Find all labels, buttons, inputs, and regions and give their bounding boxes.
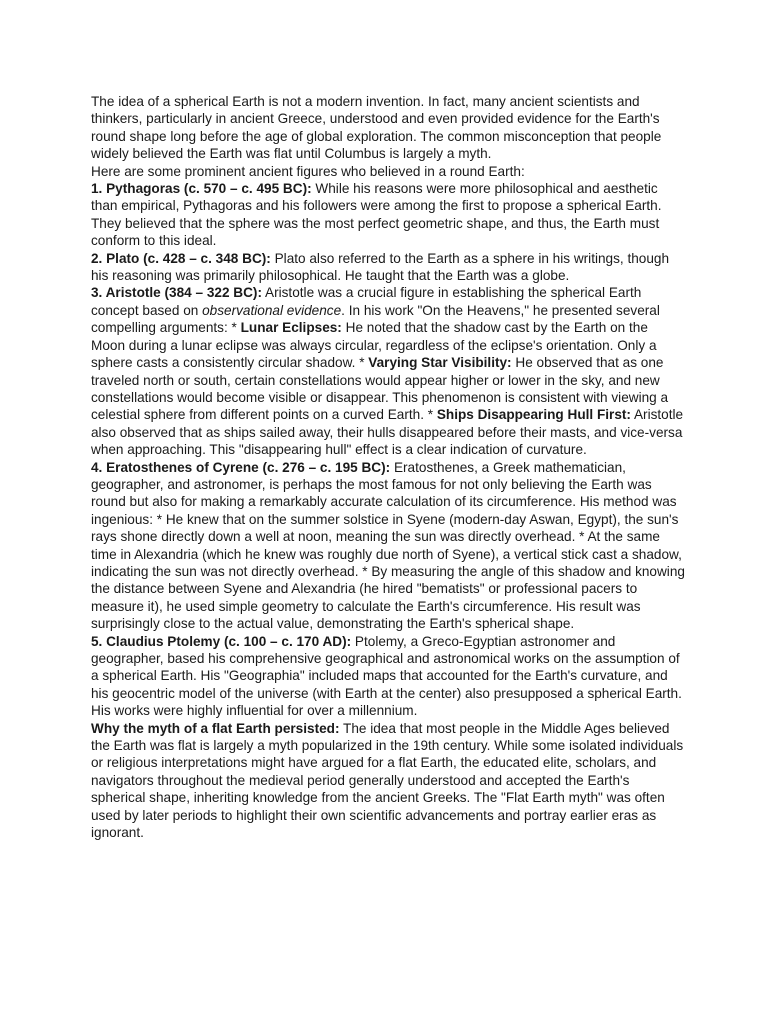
ptolemy-heading: 5. Claudius Ptolemy (c. 100 – c. 170 AD):	[91, 633, 352, 649]
flat-earth-myth-heading: Why the myth of a flat Earth persisted:	[91, 720, 340, 736]
lunar-eclipses-label: Lunar Eclipses:	[240, 320, 342, 336]
eratosthenes-text: Eratosthenes, a Greek mathematician, geographer, and astronomer, is perhaps the most famous for not only believing the Earth was round but also for making a remarkably accurate calculation of its circumference. His method was ingenious: * He knew that on the summer solstice in Syene (modern-day Aswan, Egypt), the sun's rays shone directly down a well at noon, meaning the sun was directly overhead. * At the same time in Alexandria (which he knew was roughly due north of Syene), a vertical stick cast a shadow, indicating the sun was not directly overhead. * By measuring the angle of this shadow and knowing the distance between Syene and Alexandria (he hired "bematists" or professional pacers to measure it), he used simple geometry to calculate the Earth's circumference. His result was surprisingly close to the actual value, demonstrating the Earth's spherical shape.	[91, 459, 685, 632]
ptolemy-text: Ptolemy, a Greco-Egyptian astronomer and geographer, based his comprehensive geographical and astronomical works on the assumption of a spherical Earth. His "Geographia" included maps that accounted for the Earth's curvature, and his geocentric model of the universe (with Earth at the center) also presupposed a spherical Earth. His works were highly influential for over a millennium.	[91, 633, 682, 719]
lead-in-paragraph: Here are some prominent ancient figures who believed in a round Earth:	[91, 163, 525, 179]
aristotle-text-1: Aristotle was a crucial figure in establishing the spherical Earth concept based on	[91, 285, 642, 318]
flat-earth-myth-paragraph	[91, 720, 685, 842]
plato-paragraph	[91, 250, 685, 285]
pythagoras-text: While his reasons were more philosophical and aesthetic than empirical, Pythagoras and his followers were among the first to propose a spherical Earth. They believed that the sphere was the most perfect geometric shape, and thus, the Earth must conform to this ideal.	[91, 181, 662, 249]
star-visibility-label: Varying Star Visibility:	[368, 355, 512, 371]
aristotle-paragraph	[91, 284, 685, 458]
intro-paragraph: The idea of a spherical Earth is not a modern invention. In fact, many ancient scientists and thinkers, particularly in ancient Greece, understood and even provided evidence for the Earth's round shape long before the age of global exploration. The common misconception that people widely believed the Earth was flat until Columbus is largely a myth.	[91, 94, 662, 162]
ptolemy-paragraph	[91, 633, 685, 720]
pythagoras-heading: 1. Pythagoras (c. 570 – c. 495 BC):	[91, 181, 312, 197]
plato-heading: 2. Plato (c. 428 – c. 348 BC):	[91, 250, 271, 266]
eratosthenes-heading: 4. Eratosthenes of Cyrene (c. 276 – c. 195 BC):	[91, 459, 391, 475]
aristotle-emphasis: observational evidence	[202, 302, 342, 318]
flat-earth-myth-text: The idea that most people in the Middle Ages believed the Earth was flat is largely a myth popularized in the 19th century. While some isolated individuals or religious interpretations might have argued for a flat Earth, the educated elite, scholars, and navigators throughout the medieval period generally understood and accepted the Earth's spherical shape, inheriting knowledge from the ancient Greeks. The "Flat Earth myth" was often used by later periods to highlight their own scientific advancements and portray earlier eras as ignorant.	[91, 720, 684, 841]
lunar-eclipses-text: He noted that the shadow cast by the Earth on the Moon during a lunar eclipse was always circular, regardless of the eclipse's orientation. Only a sphere casts a consistently circular shadow. *	[91, 320, 657, 371]
plato-text: Plato also referred to the Earth as a sphere in his writings, though his reasoning was primarily philosophical. He taught that the Earth was a globe.	[91, 250, 670, 284]
eratosthenes-paragraph	[91, 459, 685, 633]
aristotle-text-2: . In his work "On the Heavens," he presented several compelling arguments: *	[91, 302, 660, 336]
pythagoras-paragraph	[91, 180, 685, 250]
aristotle-heading: 3. Aristotle (384 – 322 BC):	[91, 285, 262, 301]
ships-hull-label: Ships Disappearing Hull First:	[436, 407, 631, 423]
ships-hull-text: Aristotle also observed that as ships sailed away, their hulls disappeared before their masts, and vice-versa when approaching. This "disappearing hull" effect is a clear indication of curvature.	[91, 407, 684, 458]
star-visibility-text: He observed that as one traveled north or south, certain constellations would appear higher or lower in the sky, and new constellations would become visible or disappear. This phenomenon is consistent with viewing a celestial sphere from different points on a curved Earth. *	[91, 355, 669, 423]
document-body	[91, 93, 685, 841]
